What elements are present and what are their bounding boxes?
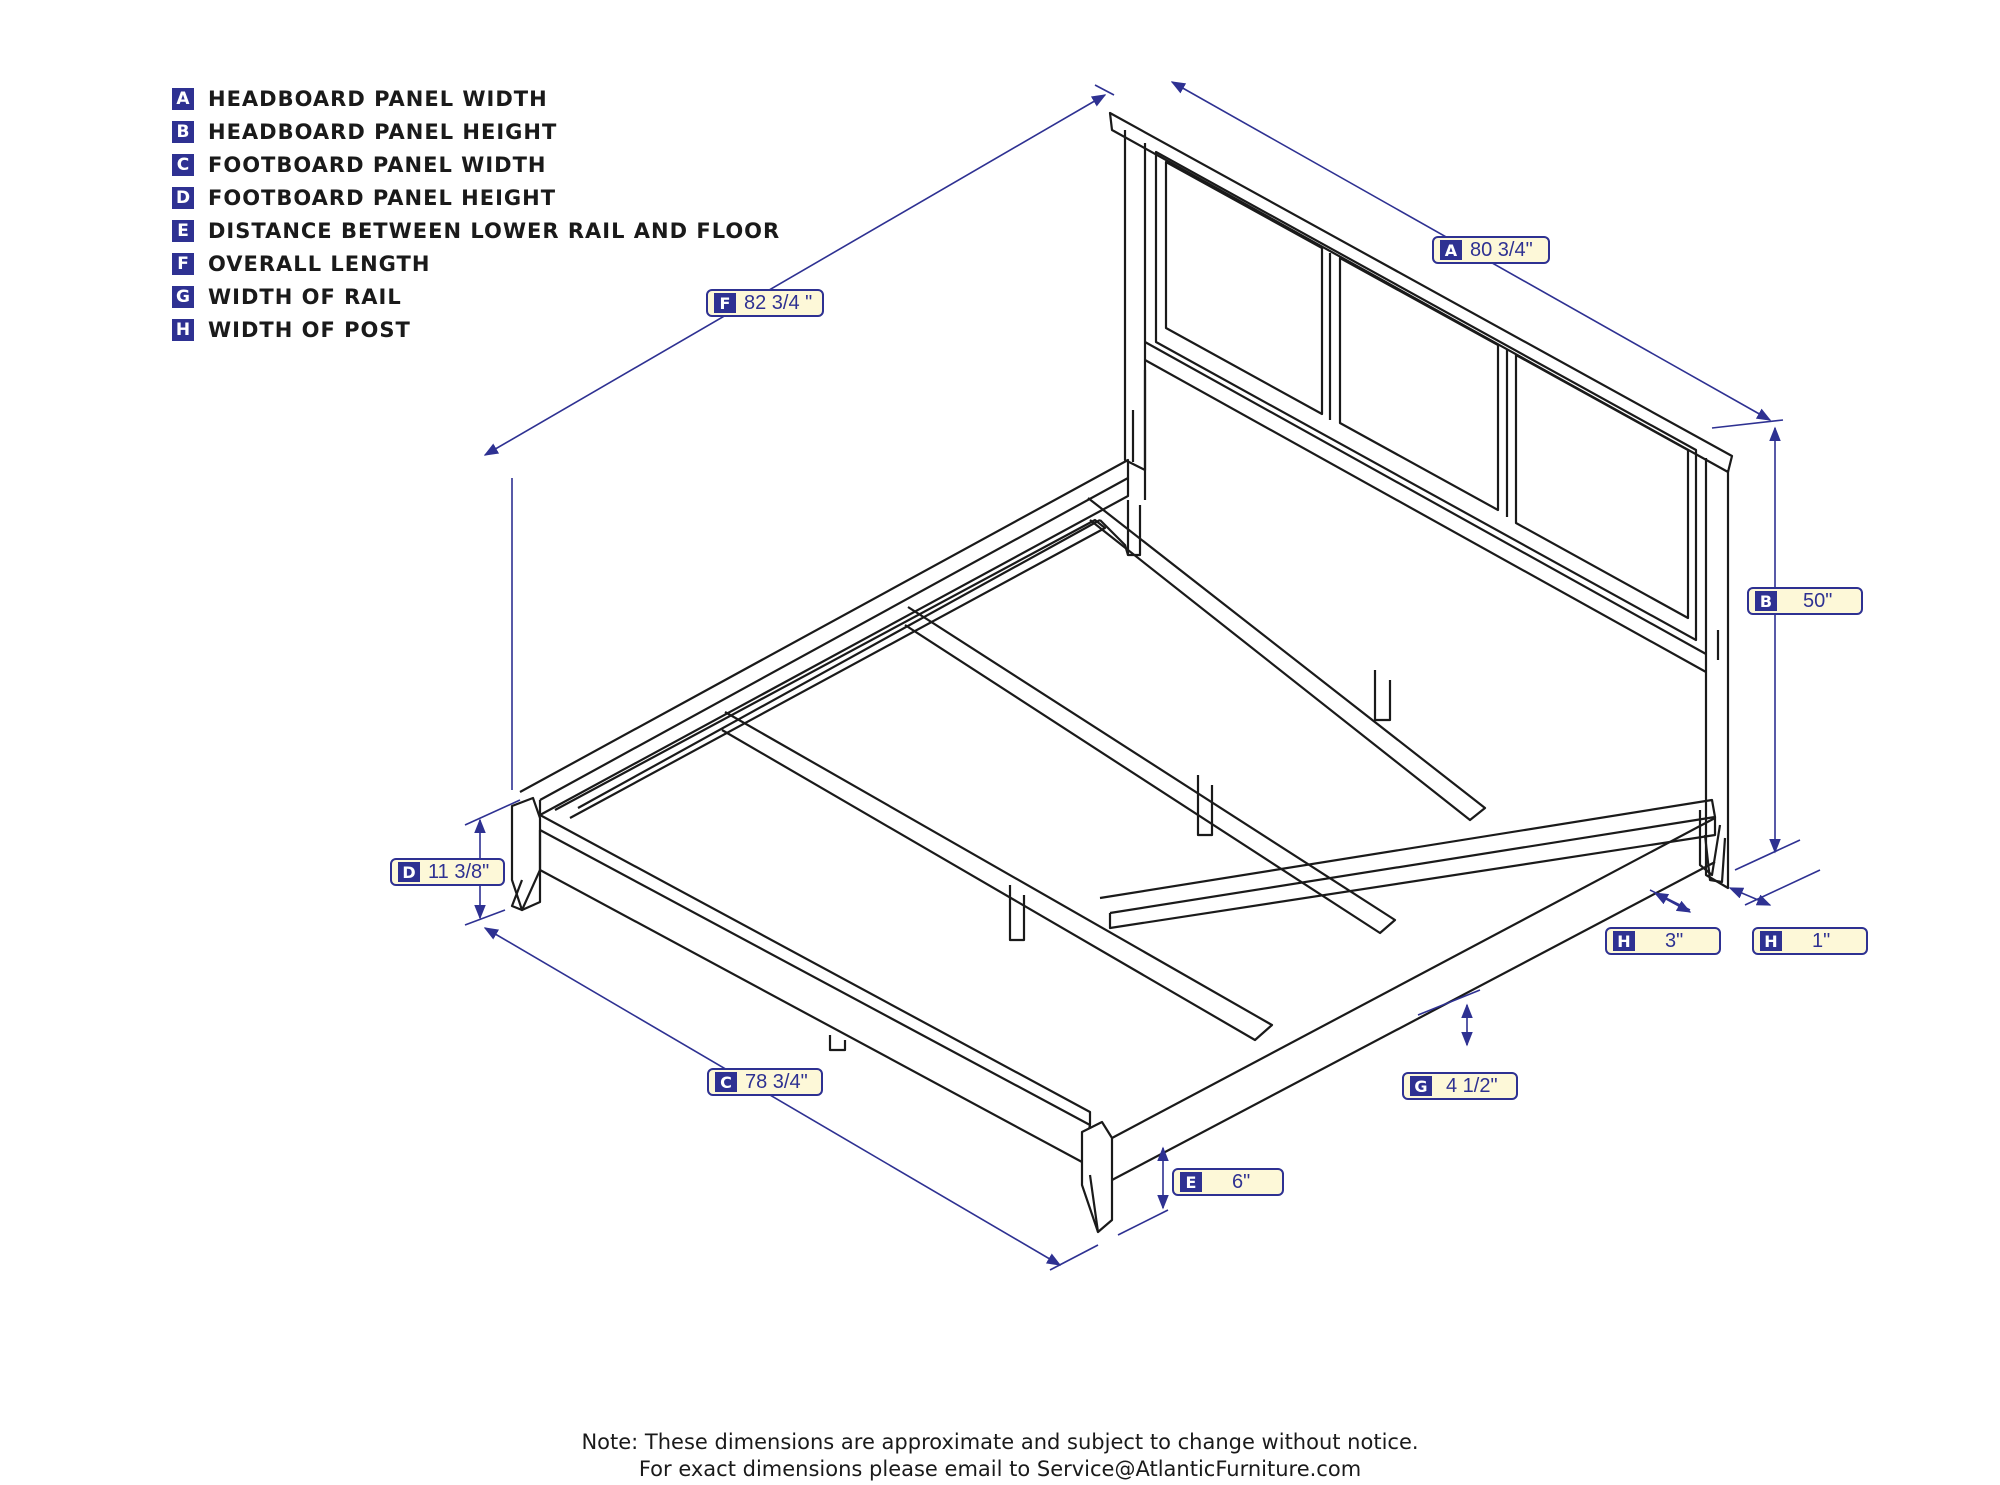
dimension-value: 1" (1812, 929, 1831, 952)
legend-label: FOOTBOARD PANEL WIDTH (208, 152, 547, 177)
legend-letter-badge: A (172, 88, 194, 110)
dimension-value: 11 3/8" (428, 860, 490, 883)
dimension-value: 3" (1665, 929, 1684, 952)
extension-line (1050, 1245, 1098, 1270)
dimension-h-line (1655, 893, 1690, 912)
dimension-letter-badge: A (1440, 240, 1462, 260)
dimension-f-line (485, 95, 1105, 455)
headboard (1110, 113, 1732, 888)
bed-frame (512, 113, 1732, 1232)
legend-label: WIDTH OF POST (208, 317, 411, 342)
extension-line (1418, 990, 1480, 1015)
dimension-letter-badge: C (715, 1072, 737, 1092)
legend-label: FOOTBOARD PANEL HEIGHT (208, 185, 557, 210)
dimension-value: 82 3/4 " (744, 291, 813, 314)
extension-line (1095, 85, 1114, 95)
extension-line (1118, 1210, 1168, 1235)
legend-label: HEADBOARD PANEL HEIGHT (208, 119, 558, 144)
legend-label: OVERALL LENGTH (208, 251, 431, 276)
legend-letter-badge: F (172, 253, 194, 275)
dimension-label-c (707, 1068, 823, 1096)
side-rail-left (520, 460, 1140, 815)
dimension-letter-badge: B (1755, 591, 1777, 611)
dimension-label-h-post (1605, 927, 1721, 955)
dimension-label-g (1402, 1072, 1518, 1100)
extension-line (1735, 840, 1800, 870)
extension-line (465, 910, 505, 925)
extension-line (1745, 870, 1820, 905)
dimension-label-h-post (1752, 927, 1868, 955)
dimension-c-line (485, 928, 1060, 1265)
disclaimer-note: Note: These dimensions are approximate and subject to change without notice. (581, 1430, 1419, 1454)
legend-label: WIDTH OF RAIL (208, 284, 402, 309)
extension-line (1712, 420, 1783, 428)
legend-label: DISTANCE BETWEEN LOWER RAIL AND FLOOR (208, 218, 781, 243)
dimension-letter-badge: E (1180, 1172, 1202, 1192)
dimension-lines (465, 82, 1820, 1270)
dimension-value: 4 1/2" (1446, 1074, 1498, 1097)
dimension-letter-badge: F (714, 293, 736, 313)
contact-note: For exact dimensions please email to Service@AtlanticFurniture.com (638, 1457, 1362, 1481)
legend-letter-badge: B (172, 121, 194, 143)
dimension-label-a (1432, 236, 1550, 264)
legend-letter-badge: G (172, 286, 194, 308)
legend-letter-badge: H (172, 319, 194, 341)
dimension-letter-badge: D (398, 862, 420, 882)
dimension-letter-badge: H (1613, 931, 1635, 951)
dimension-label-f (706, 289, 824, 317)
legend-letter-badge: E (172, 220, 194, 242)
dimension-label-d (390, 858, 505, 886)
dimension-label-e (1172, 1168, 1284, 1196)
dimension-letter-badge: G (1410, 1076, 1432, 1096)
legend-label: HEADBOARD PANEL WIDTH (208, 86, 548, 111)
slats (555, 498, 1485, 1040)
dimension-letter-badge: H (1760, 931, 1782, 951)
dimension-label-b (1747, 587, 1863, 615)
legend-letter-badge: C (172, 154, 194, 176)
dimension-value: 50" (1803, 589, 1833, 612)
legend-letter-badge: D (172, 187, 194, 209)
dimension-value: 80 3/4" (1470, 238, 1533, 261)
dimension-value: 78 3/4" (745, 1070, 808, 1093)
dimension-value: 6" (1232, 1170, 1251, 1193)
